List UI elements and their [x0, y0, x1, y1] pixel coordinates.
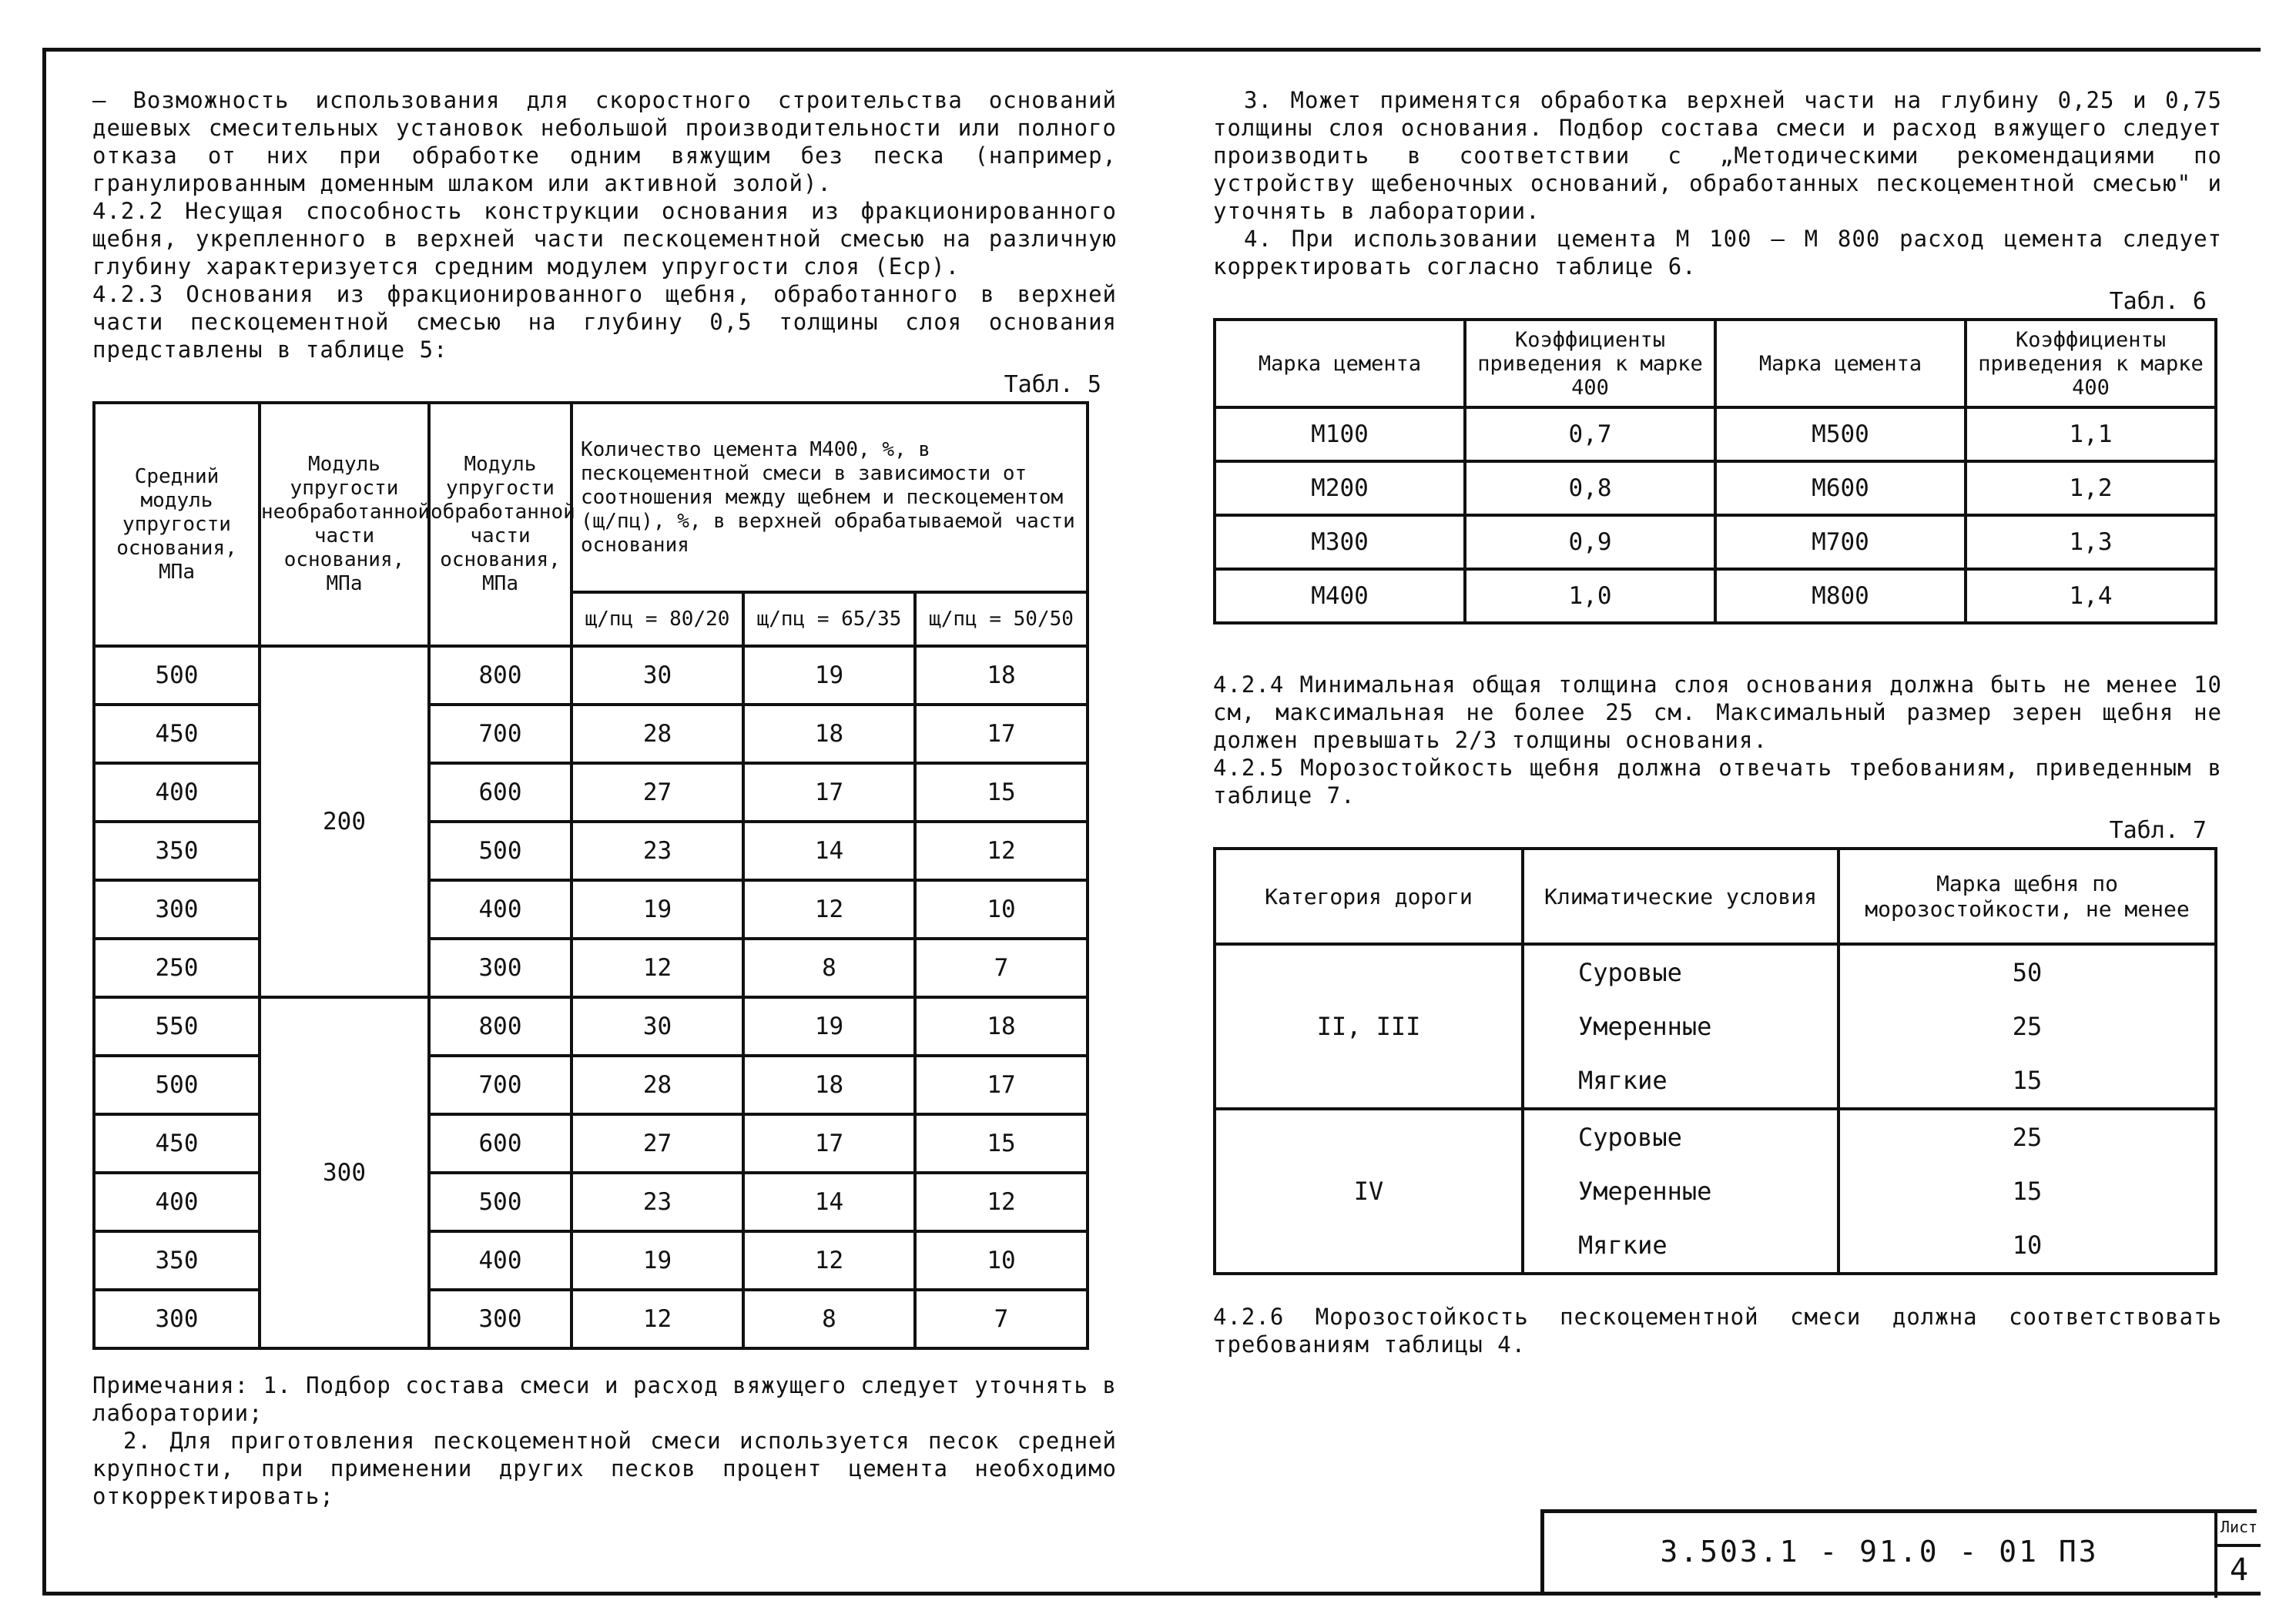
t6-cell: 1,0: [1465, 569, 1715, 623]
t5-cell: 27: [571, 1114, 743, 1173]
t5-header-untreated-modulus: Модуль упругости необработанной части основания, МПа: [260, 403, 429, 646]
table-row: [1215, 461, 2216, 515]
t5-cell: 12: [743, 1231, 915, 1290]
table-row: [94, 822, 1088, 880]
paragraph-4: 4. При использовании цемента М 100 — М 800 расход цемента следует корректировать согласно таблице 6.: [1213, 226, 2222, 280]
t7-header: Категория дороги: [1215, 849, 1523, 944]
t7-condition: Суровые: [1578, 958, 1682, 987]
left-column: [92, 86, 1117, 1510]
t5-cell: 700: [429, 1056, 571, 1114]
note-1: Примечания: 1. Подбор состава смеси и расход вяжущего следует уточнять в лаборатории;: [92, 1372, 1117, 1426]
t5-cell: 30: [571, 997, 743, 1056]
t5-cell: 28: [571, 1056, 743, 1114]
t6-cell: М400: [1215, 569, 1465, 623]
t5-cell: 8: [743, 939, 915, 997]
t5-cell: 400: [94, 763, 260, 822]
table-row: [94, 939, 1088, 997]
t5-cell: 12: [915, 1173, 1088, 1231]
t5-cell: 17: [743, 763, 915, 822]
table-row: [1215, 515, 2216, 569]
t6-header: Коэффициенты приведения к марке 400: [1465, 320, 1715, 407]
t7-condition: Умеренные: [1578, 1012, 1712, 1041]
right-column: [1213, 86, 2222, 1358]
table-5: [92, 401, 1089, 1350]
t5-cell: 700: [429, 705, 571, 763]
table-6: [1213, 318, 2217, 624]
t5-group-300: [94, 997, 1088, 1348]
t7-conditions: [1523, 1109, 1838, 1274]
t5-header-cement-amount: Количество цемента М400, %, в пескоцементной смеси в зависимости от соотношения между щебнем и пескоцементом (щ/пц), %, в верхней обрабатываемой части основания: [571, 403, 1088, 592]
t5-cell: 15: [915, 763, 1088, 822]
t7-mark: 25: [2012, 1012, 2043, 1041]
table-row: [94, 1173, 1088, 1231]
t6-cell: 0,7: [1465, 407, 1715, 461]
t5-cell: 500: [429, 1173, 571, 1231]
table-row: [94, 705, 1088, 763]
table-row: [1215, 569, 2216, 623]
table-row: [94, 880, 1088, 939]
paragraph-4-2-3: 4.2.3 Основания из фракционированного щебня, обработанного в верхней части пескоцементной смесью на глубину 0,5 толщины слоя основания представлены в таблице 5:: [92, 281, 1117, 363]
t6-cell: М700: [1715, 515, 1966, 569]
table-row: [94, 646, 1088, 705]
t5-cell: 300: [429, 939, 571, 997]
t5-cell: 27: [571, 763, 743, 822]
t5-cell: 12: [571, 1290, 743, 1348]
sheet-number: 4: [2229, 1552, 2249, 1588]
t5-cell: 500: [94, 1056, 260, 1114]
t5-cell: 500: [429, 822, 571, 880]
t5-cell: 23: [571, 1173, 743, 1231]
t5-cell: 800: [429, 646, 571, 705]
t5-cell: 19: [571, 1231, 743, 1290]
t6-cell: М100: [1215, 407, 1465, 461]
table-row: [1215, 1109, 2216, 1274]
t6-cell: 1,2: [1966, 461, 2216, 515]
table-row: [94, 763, 1088, 822]
t6-cell: М800: [1715, 569, 1966, 623]
table-row: [94, 1114, 1088, 1173]
t5-cell: 400: [429, 880, 571, 939]
table-7: [1213, 847, 2217, 1275]
t5-cell: 300: [94, 880, 260, 939]
t5-cell: 12: [915, 822, 1088, 880]
table7-label: Табл. 7: [2109, 817, 2207, 844]
t7-category: IV: [1215, 1109, 1523, 1274]
t6-cell: 1,1: [1966, 407, 2216, 461]
sheet-label: Лист: [2217, 1513, 2261, 1547]
t6-header: Марка цемента: [1715, 320, 1966, 407]
t5-cell: 23: [571, 822, 743, 880]
t5-cell: 450: [94, 1114, 260, 1173]
t5-cell: 17: [915, 705, 1088, 763]
t5-header-avg-modulus: Средний модуль упругости основания, МПа: [94, 403, 260, 646]
t5-cell: 18: [915, 997, 1088, 1056]
table-row: [94, 1056, 1088, 1114]
t5-cell: 14: [743, 822, 915, 880]
t7-category: II, III: [1215, 944, 1523, 1109]
t7-conditions: [1523, 944, 1838, 1109]
t5-subheader: щ/пц = 80/20: [571, 592, 743, 646]
t7-marks: [1838, 1109, 2216, 1274]
t7-condition: Умеренные: [1578, 1177, 1712, 1206]
t6-cell: М500: [1715, 407, 1966, 461]
t5-lower-modulus: 300: [260, 997, 429, 1348]
t5-cell: 300: [94, 1290, 260, 1348]
t7-mark: 15: [2012, 1177, 2043, 1206]
t5-cell: 7: [915, 939, 1088, 997]
t5-cell: 500: [94, 646, 260, 705]
t5-cell: 600: [429, 763, 571, 822]
t6-cell: М300: [1215, 515, 1465, 569]
t5-cell: 350: [94, 1231, 260, 1290]
t5-cell: 600: [429, 1114, 571, 1173]
t6-cell: 0,8: [1465, 461, 1715, 515]
t6-header: Марка цемента: [1215, 320, 1465, 407]
t7-marks: [1838, 944, 2216, 1109]
t7-header: Климатические условия: [1523, 849, 1838, 944]
t5-cell: 18: [743, 1056, 915, 1114]
paragraph-4-2-2: 4.2.2 Несущая способность конструкции основания из фракционированного щебня, укрепленного в верхней части пескоцементной смесью на различную глубину характеризуется средним модулем упругости слоя (Eср).: [92, 198, 1117, 280]
table-row: [1215, 407, 2216, 461]
paragraph-4-2-4: 4.2.4 Минимальная общая толщина слоя основания должна быть не менее 10 см, максимальная не более 25 см. Максимальный размер зерен щебня не должен превышать 2/3 толщины основания.: [1213, 671, 2222, 753]
t6-cell: М200: [1215, 461, 1465, 515]
paragraph-3: 3. Может применятся обработка верхней части на глубину 0,25 и 0,75 толщины слоя основания. Подбор состава смеси и расход вяжущего следует производить в соответствии с „Методическими рекомендациями по устройству щебеночных оснований, обработанных пескоцементной смесью" и уточнять в лаборатории.: [1213, 87, 2222, 224]
t7-header: Марка щебня по морозостойкости, не менее: [1838, 849, 2216, 944]
t6-cell: 1,3: [1966, 515, 2216, 569]
t5-cell: 19: [571, 880, 743, 939]
t5-cell: 800: [429, 997, 571, 1056]
t5-cell: 19: [743, 997, 915, 1056]
t5-cell: 17: [915, 1056, 1088, 1114]
table-row: [94, 1290, 1088, 1348]
table-row: [94, 1231, 1088, 1290]
table-row: [94, 997, 1088, 1056]
t5-cell: 8: [743, 1290, 915, 1348]
t5-cell: 550: [94, 997, 260, 1056]
t5-cell: 12: [743, 880, 915, 939]
t5-cell: 28: [571, 705, 743, 763]
t5-cell: 12: [571, 939, 743, 997]
t6-cell: М600: [1715, 461, 1966, 515]
t5-cell: 450: [94, 705, 260, 763]
t7-mark: 10: [2012, 1231, 2043, 1260]
table5-label: Табл. 5: [1004, 371, 1101, 398]
t5-cell: 18: [743, 705, 915, 763]
table6-label: Табл. 6: [2109, 288, 2207, 315]
title-block: [1540, 1509, 2257, 1594]
t5-cell: 17: [743, 1114, 915, 1173]
t7-condition: Мягкие: [1578, 1066, 1668, 1095]
paragraph-advantage: — Возможность использования для скоростного строительства оснований дешевых смесительных установок небольшой производительности или полного отказа от них при обработке одним вяжущим без песка (например, гранулированным доменным шлаком или активной золой).: [92, 87, 1117, 196]
t5-cell: 350: [94, 822, 260, 880]
t5-cell: 10: [915, 880, 1088, 939]
t5-group-200: [94, 646, 1088, 997]
t5-cell: 10: [915, 1231, 1088, 1290]
t5-cell: 400: [94, 1173, 260, 1231]
t5-cell: 30: [571, 646, 743, 705]
t5-cell: 400: [429, 1231, 571, 1290]
sheet-cell: [2214, 1513, 2261, 1598]
t5-cell: 18: [915, 646, 1088, 705]
t7-mark: 25: [2012, 1123, 2043, 1152]
t5-cell: 15: [915, 1114, 1088, 1173]
t5-cell: 19: [743, 646, 915, 705]
t5-header-treated-modulus: Модуль упругости обработанной части основания, МПа: [429, 403, 571, 646]
t5-subheader: щ/пц = 65/35: [743, 592, 915, 646]
t5-cell: 250: [94, 939, 260, 997]
t7-mark: 15: [2012, 1066, 2043, 1095]
t7-condition: Мягкие: [1578, 1231, 1668, 1260]
t5-subheader: щ/пц = 50/50: [915, 592, 1088, 646]
t5-cell: 14: [743, 1173, 915, 1231]
document-code: 3.503.1 - 91.0 - 01 ПЗ: [1660, 1535, 2099, 1569]
note-2: 2. Для приготовления пескоцементной смеси используется песок средней крупности, при применении других песков процент цемента необходимо откорректировать;: [92, 1428, 1117, 1509]
t5-lower-modulus: 200: [260, 646, 429, 997]
t6-cell: 1,4: [1966, 569, 2216, 623]
paragraph-4-2-5: 4.2.5 Морозостойкость щебня должна отвечать требованиям, приведенным в таблице 7.: [1213, 755, 2222, 809]
t5-cell: 7: [915, 1290, 1088, 1348]
paragraph-4-2-6: 4.2.6 Морозостойкость пескоцементной смеси должна соответствовать требованиям таблицы 4.: [1213, 1304, 2222, 1358]
table-row: [1215, 944, 2216, 1109]
t6-cell: 0,9: [1465, 515, 1715, 569]
t7-condition: Суровые: [1578, 1123, 1682, 1152]
t7-mark: 50: [2012, 958, 2043, 987]
t5-cell: 300: [429, 1290, 571, 1348]
t6-header: Коэффициенты приведения к марке 400: [1966, 320, 2216, 407]
